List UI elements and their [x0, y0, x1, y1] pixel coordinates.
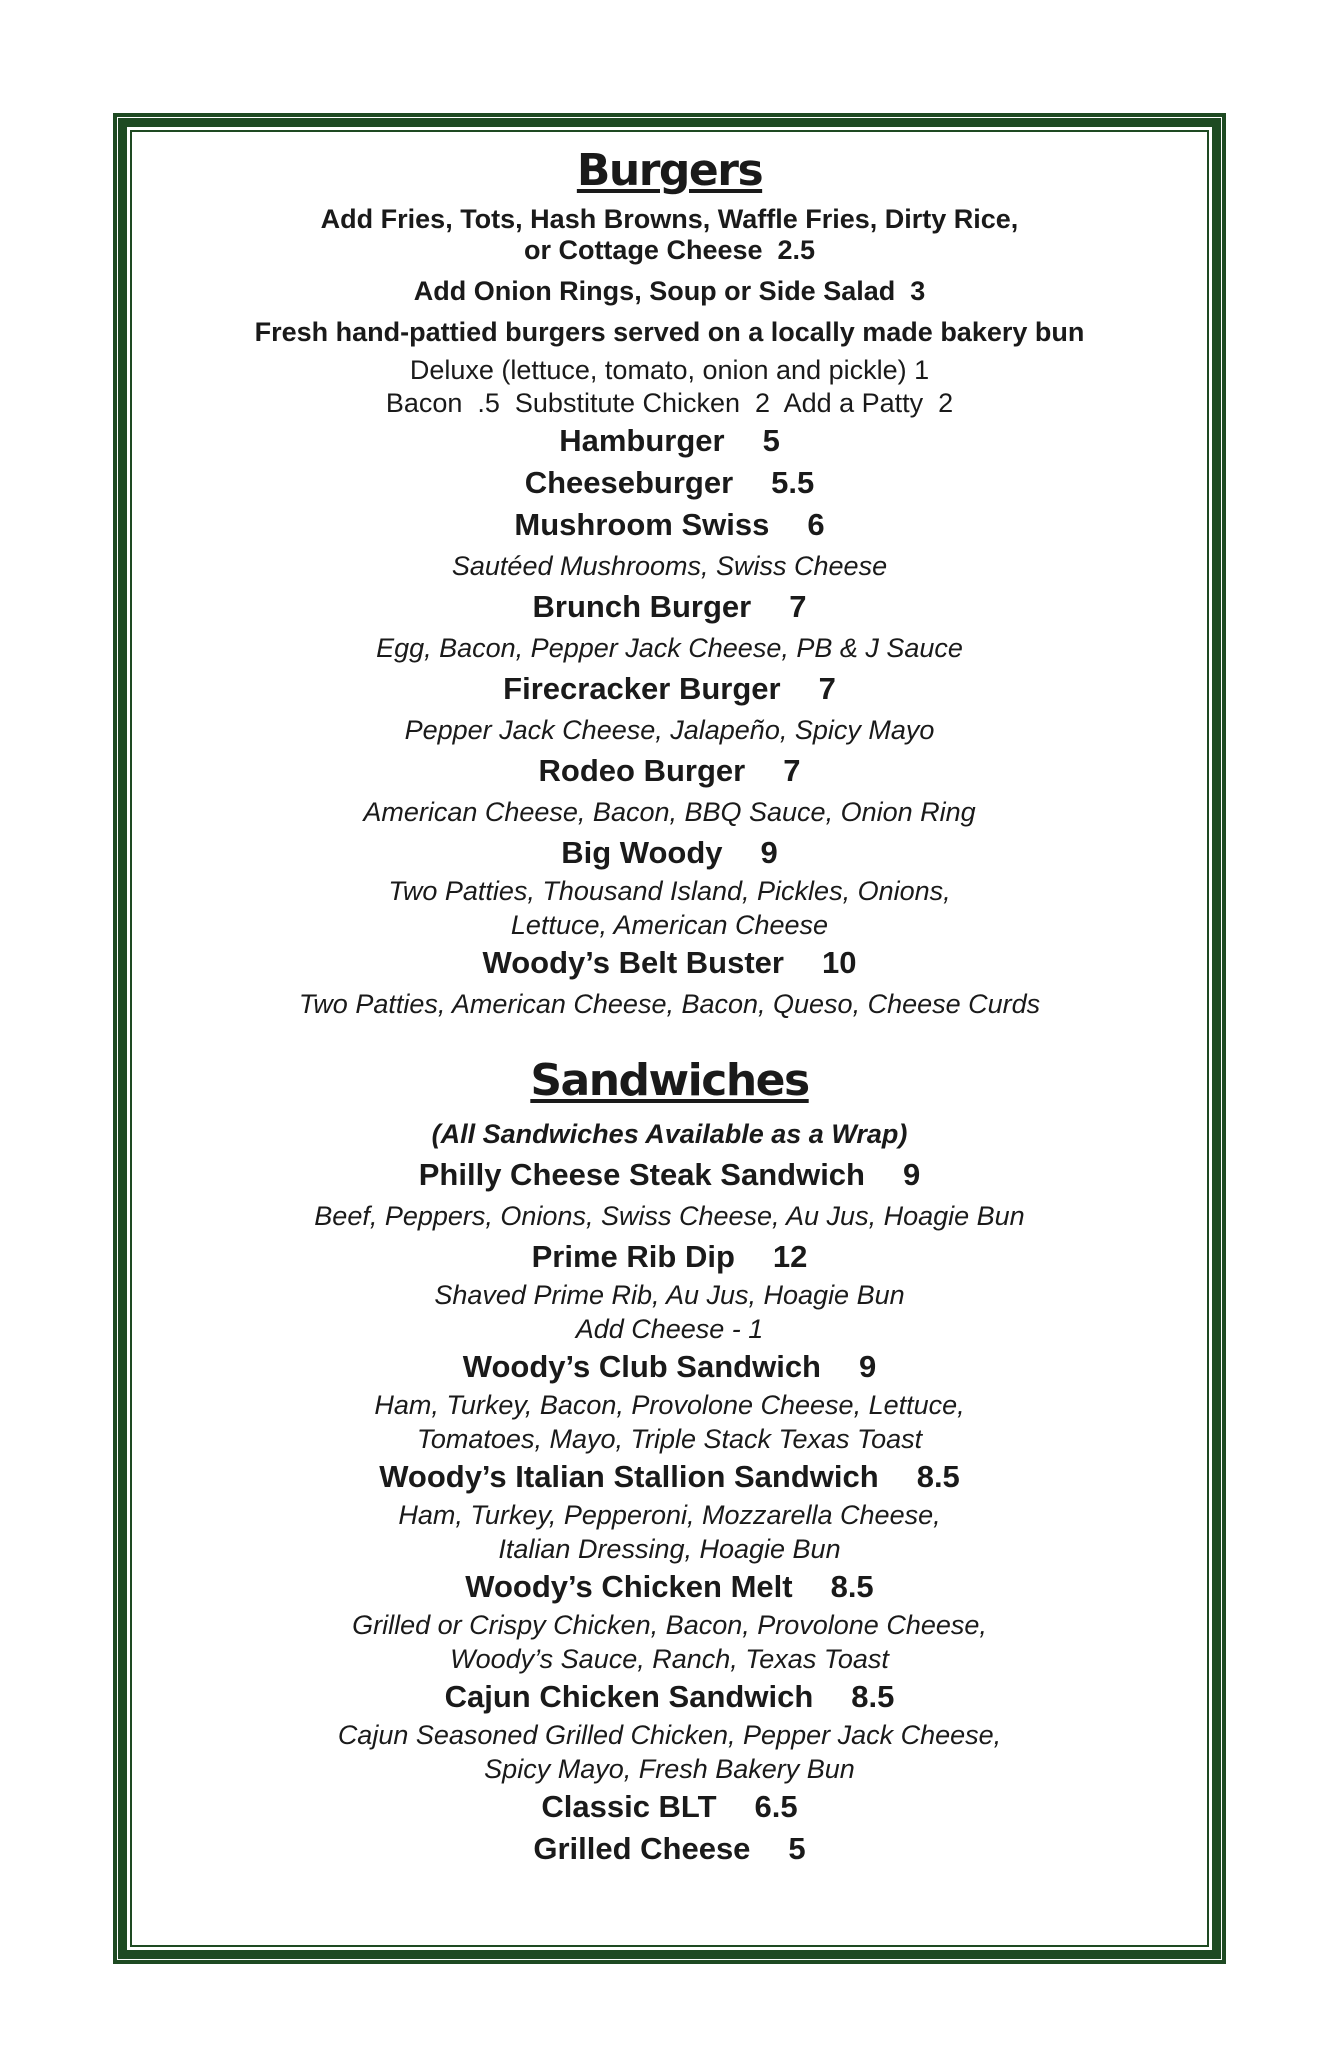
sandwiches-heading: Sandwiches	[530, 1055, 809, 1106]
menu-item-price: 7	[783, 753, 801, 788]
menu-item-name: Mushroom Swiss	[514, 507, 770, 542]
menu-item-description: Grilled or Crispy Chicken, Bacon, Provolone Cheese,	[352, 1610, 987, 1640]
menu-item-description: Ham, Turkey, Bacon, Provolone Cheese, Lettuce,	[374, 1390, 965, 1420]
burgers-side-note-2: or Cottage Cheese 2.5	[523, 235, 816, 265]
burger-items-list	[132, 420, 1207, 1024]
menu-item-price: 12	[772, 1239, 808, 1274]
menu-item-description: Lettuce, American Cheese	[510, 910, 829, 940]
burgers-heading: Burgers	[576, 145, 763, 196]
menu-item-description: American Cheese, Bacon, BBQ Sauce, Onion Ring	[363, 797, 976, 827]
menu-item-price: 8.5	[916, 1459, 960, 1494]
menu-item-description: Beef, Peppers, Onions, Swiss Cheese, Au Jus, Hoagie Bun	[314, 1201, 1025, 1231]
menu-item	[132, 832, 1207, 874]
menu-item-price: 6	[807, 507, 825, 542]
menu-item-name: Cajun Chicken Sandwich	[444, 1679, 814, 1714]
menu-item-price: 5	[762, 423, 780, 458]
menu-item-description: Ham, Turkey, Pepperoni, Mozzarella Cheese,	[398, 1500, 941, 1530]
burgers-intro-note: Fresh hand-pattied burgers served on a locally made bakery bun	[254, 317, 1085, 347]
burgers-section	[132, 140, 1207, 1024]
menu-item-price: 7	[789, 589, 807, 624]
menu-item-description: Shaved Prime Rib, Au Jus, Hoagie Bun	[434, 1280, 905, 1310]
menu-item	[132, 1346, 1207, 1388]
menu-item	[132, 1676, 1207, 1718]
menu-item-name: Firecracker Burger	[503, 671, 781, 706]
menu-item-price: 9	[859, 1349, 877, 1384]
menu-item-price: 10	[821, 945, 857, 980]
menu-item-name: Woody’s Italian Stallion Sandwich	[379, 1459, 879, 1494]
menu-item-description: Sautéed Mushrooms, Swiss Cheese	[451, 551, 888, 581]
menu-item	[132, 668, 1207, 710]
menu-item-price: 8.5	[851, 1679, 895, 1714]
menu-item-price: 9	[760, 835, 778, 870]
menu-item-name: Hamburger	[559, 423, 725, 458]
menu-item-price: 7	[818, 671, 836, 706]
menu-item-description: Egg, Bacon, Pepper Jack Cheese, PB & J Sauce	[376, 633, 963, 663]
sandwich-items-list	[132, 1154, 1207, 1870]
menu-item	[132, 420, 1207, 462]
menu-item	[132, 1566, 1207, 1608]
menu-item-name: Rodeo Burger	[538, 753, 746, 788]
menu-item-description: Two Patties, American Cheese, Bacon, Queso, Cheese Curds	[298, 989, 1041, 1019]
menu-item	[132, 750, 1207, 792]
menu-item	[132, 462, 1207, 504]
burgers-option-addons: Bacon .5 Substitute Chicken 2 Add a Patty 2	[385, 388, 954, 418]
menu-item	[132, 942, 1207, 984]
menu-item-name: Cheeseburger	[524, 465, 734, 500]
burgers-option-deluxe: Deluxe (lettuce, tomato, onion and pickle) 1	[409, 355, 930, 385]
menu-item-name: Classic BLT	[541, 1789, 717, 1824]
menu-item-description: Italian Dressing, Hoagie Bun	[498, 1534, 841, 1564]
menu-item-name: Grilled Cheese	[533, 1831, 751, 1866]
menu-item-price: 5	[788, 1831, 806, 1866]
menu-item	[132, 1786, 1207, 1828]
menu-item-name: Big Woody	[561, 835, 723, 870]
burgers-side-note-3: Add Onion Rings, Soup or Side Salad 3	[413, 276, 926, 306]
menu-item-price: 8.5	[830, 1569, 874, 1604]
menu-item-description: Two Patties, Thousand Island, Pickles, Onions,	[388, 876, 951, 906]
menu-item-name: Woody’s Belt Buster	[482, 945, 784, 980]
menu-item-price: 5.5	[771, 465, 815, 500]
sandwiches-wrap-note: (All Sandwiches Available as a Wrap)	[431, 1119, 908, 1149]
menu-item-name: Philly Cheese Steak Sandwich	[418, 1157, 865, 1192]
menu-item	[132, 586, 1207, 628]
menu-page	[132, 140, 1207, 1870]
menu-item-description: Woody’s Sauce, Ranch, Texas Toast	[450, 1644, 889, 1674]
menu-item	[132, 1456, 1207, 1498]
menu-item-name: Prime Rib Dip	[531, 1239, 735, 1274]
menu-item-name: Woody’s Chicken Melt	[465, 1569, 793, 1604]
menu-item	[132, 1828, 1207, 1870]
sandwiches-section	[132, 1050, 1207, 1870]
menu-item-price: 9	[902, 1157, 921, 1192]
burgers-side-note-1: Add Fries, Tots, Hash Browns, Waffle Fries, Dirty Rice,	[320, 204, 1019, 234]
menu-item-price: 6.5	[754, 1789, 798, 1824]
menu-item	[132, 1236, 1207, 1278]
menu-item	[132, 504, 1207, 546]
menu-item-description: Spicy Mayo, Fresh Bakery Bun	[484, 1754, 855, 1784]
menu-item-name: Brunch Burger	[532, 589, 752, 624]
menu-item-description: Pepper Jack Cheese, Jalapeño, Spicy Mayo	[404, 715, 935, 745]
menu-item-description: Add Cheese - 1	[575, 1314, 764, 1344]
menu-item-description: Tomatoes, Mayo, Triple Stack Texas Toast	[416, 1424, 923, 1454]
menu-item-name: Woody’s Club Sandwich	[462, 1349, 821, 1384]
menu-item	[132, 1154, 1207, 1196]
menu-item-description: Cajun Seasoned Grilled Chicken, Pepper Jack Cheese,	[337, 1720, 1002, 1750]
